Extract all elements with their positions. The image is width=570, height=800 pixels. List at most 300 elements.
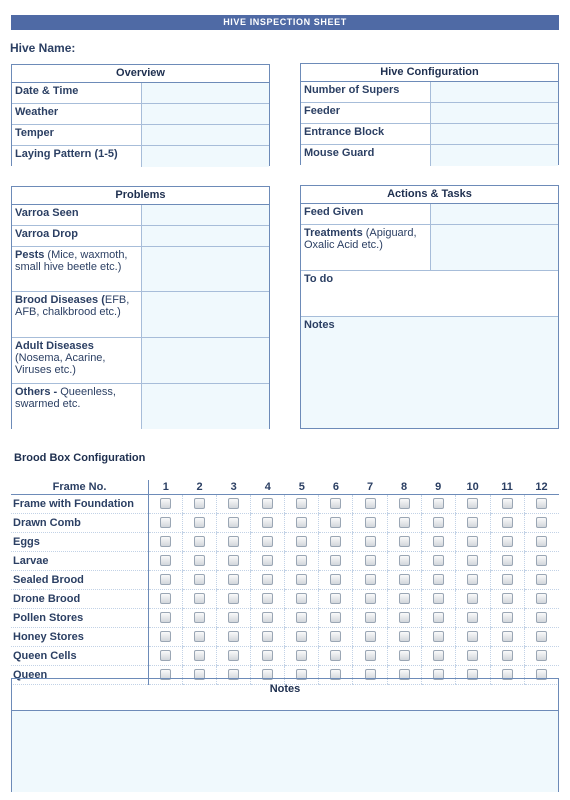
- frame-cell: [149, 590, 183, 609]
- frame-checkbox[interactable]: [262, 593, 273, 604]
- frame-checkbox[interactable]: [433, 650, 444, 661]
- overview-row: [12, 146, 269, 167]
- brood-row: [11, 514, 559, 533]
- problem-row: [12, 292, 269, 338]
- frame-no-header: Frame No.: [11, 480, 149, 495]
- action-notes-label: Notes: [304, 319, 335, 331]
- config-value-field[interactable]: [430, 82, 558, 102]
- frame-cell: [183, 609, 217, 628]
- brood-row-label: Frame with Foundation: [11, 495, 149, 514]
- brood-row: [11, 590, 559, 609]
- frame-cell: [490, 628, 524, 647]
- problems-title: Problems: [12, 187, 269, 205]
- frame-cell: [149, 533, 183, 552]
- config-row: [301, 124, 558, 145]
- brood-row-label: Pollen Stores: [11, 609, 149, 628]
- overview-label: Date & Time: [15, 85, 79, 97]
- frame-cell: [217, 590, 251, 609]
- brood-row-label: Sealed Brood: [11, 571, 149, 590]
- frame-cell: [251, 552, 285, 571]
- problem-row: [12, 226, 269, 247]
- problem-value-field[interactable]: [141, 384, 269, 429]
- frame-checkbox[interactable]: [194, 536, 205, 547]
- frame-cell: [183, 514, 217, 533]
- config-label: Entrance Block: [304, 126, 385, 138]
- frame-checkbox[interactable]: [160, 650, 171, 661]
- problem-label: Adult Diseases: [15, 340, 94, 352]
- config-value-field[interactable]: [430, 145, 558, 166]
- frame-cell: [353, 514, 387, 533]
- frame-cell: [490, 533, 524, 552]
- frame-checkbox[interactable]: [228, 555, 239, 566]
- problem-note: EFB, AFB, chalkbrood etc.): [15, 294, 130, 318]
- frame-checkbox[interactable]: [194, 517, 205, 528]
- overview-row: [12, 104, 269, 125]
- frame-checkbox[interactable]: [502, 574, 513, 585]
- frame-cell: [421, 552, 455, 571]
- frame-checkbox[interactable]: [228, 517, 239, 528]
- frame-number-header: 8: [387, 480, 421, 495]
- frame-checkbox[interactable]: [399, 555, 410, 566]
- problem-row: [12, 247, 269, 292]
- frame-checkbox[interactable]: [160, 574, 171, 585]
- frame-checkbox[interactable]: [502, 517, 513, 528]
- frame-checkbox[interactable]: [502, 593, 513, 604]
- problem-label: Varroa Drop: [15, 228, 78, 240]
- frame-cell: [353, 571, 387, 590]
- frame-checkbox[interactable]: [433, 498, 444, 509]
- frame-checkbox[interactable]: [467, 536, 478, 547]
- problem-label: Brood Diseases (: [15, 294, 105, 306]
- treatments-label: Treatments: [304, 227, 363, 239]
- frame-cell: [524, 495, 559, 514]
- brood-box-table: [11, 480, 559, 685]
- frame-cell: [353, 495, 387, 514]
- frame-checkbox[interactable]: [296, 517, 307, 528]
- overview-panel: [11, 64, 270, 166]
- frame-cell: [421, 495, 455, 514]
- todo-field[interactable]: [301, 271, 558, 316]
- frame-checkbox[interactable]: [467, 631, 478, 642]
- problem-note: Queenless, swarmed etc.: [15, 386, 116, 410]
- frame-cell: [455, 533, 490, 552]
- problem-value-field[interactable]: [141, 338, 269, 383]
- frame-checkbox[interactable]: [536, 536, 547, 547]
- frame-header-row: [11, 480, 559, 495]
- frame-checkbox[interactable]: [433, 536, 444, 547]
- frame-cell: [251, 609, 285, 628]
- frame-cell: [421, 571, 455, 590]
- frame-number-header: 2: [183, 480, 217, 495]
- frame-cell: [387, 628, 421, 647]
- overview-value-field[interactable]: [141, 83, 269, 103]
- frame-checkbox[interactable]: [433, 612, 444, 623]
- frame-cell: [387, 571, 421, 590]
- frame-checkbox[interactable]: [399, 593, 410, 604]
- feed-label: Feed Given: [304, 206, 364, 218]
- frame-checkbox[interactable]: [502, 612, 513, 623]
- frame-checkbox[interactable]: [296, 631, 307, 642]
- frame-checkbox[interactable]: [502, 555, 513, 566]
- frame-checkbox[interactable]: [467, 517, 478, 528]
- frame-cell: [319, 647, 353, 666]
- frame-cell: [387, 609, 421, 628]
- frame-checkbox[interactable]: [228, 536, 239, 547]
- frame-cell: [217, 533, 251, 552]
- frame-cell: [421, 647, 455, 666]
- problem-value-field[interactable]: [141, 292, 269, 337]
- overview-label: Weather: [15, 106, 59, 118]
- frame-checkbox[interactable]: [228, 498, 239, 509]
- frame-checkbox[interactable]: [502, 498, 513, 509]
- frame-checkbox[interactable]: [433, 555, 444, 566]
- frame-cell: [353, 647, 387, 666]
- problem-row: [12, 205, 269, 226]
- frame-checkbox[interactable]: [160, 536, 171, 547]
- frame-checkbox[interactable]: [365, 612, 376, 623]
- frame-checkbox[interactable]: [194, 650, 205, 661]
- problem-row: [12, 384, 269, 429]
- frame-checkbox[interactable]: [262, 612, 273, 623]
- frame-checkbox[interactable]: [536, 612, 547, 623]
- todo-label: To do: [304, 273, 334, 285]
- notes-panel: [11, 678, 559, 792]
- frame-cell: [524, 628, 559, 647]
- frame-checkbox[interactable]: [262, 498, 273, 509]
- brood-row: [11, 552, 559, 571]
- frame-checkbox[interactable]: [467, 555, 478, 566]
- overview-value-field[interactable]: [141, 146, 269, 167]
- sheet-title-bar: HIVE INSPECTION SHEET: [11, 15, 559, 30]
- frame-checkbox[interactable]: [502, 536, 513, 547]
- problem-note: (Mice, waxmoth, small hive beetle etc.): [15, 249, 128, 273]
- frame-checkbox[interactable]: [536, 593, 547, 604]
- frame-cell: [387, 552, 421, 571]
- frame-cell: [319, 590, 353, 609]
- frame-checkbox[interactable]: [467, 574, 478, 585]
- frame-number-header: 5: [285, 480, 319, 495]
- config-value-field[interactable]: [430, 124, 558, 144]
- brood-row-label: Queen: [11, 666, 149, 685]
- frame-checkbox[interactable]: [467, 612, 478, 623]
- hive-name-label: Hive Name:: [10, 41, 76, 55]
- frame-cell: [421, 628, 455, 647]
- frame-checkbox[interactable]: [194, 555, 205, 566]
- frame-checkbox[interactable]: [262, 536, 273, 547]
- frame-checkbox[interactable]: [160, 631, 171, 642]
- frame-cell: [251, 533, 285, 552]
- frame-cell: [251, 571, 285, 590]
- notes-field[interactable]: [12, 711, 558, 792]
- frame-cell: [490, 495, 524, 514]
- frame-cell: [421, 590, 455, 609]
- frame-checkbox[interactable]: [228, 593, 239, 604]
- frame-checkbox[interactable]: [296, 555, 307, 566]
- frame-checkbox[interactable]: [433, 574, 444, 585]
- frame-checkbox[interactable]: [536, 517, 547, 528]
- frame-number-header: 11: [490, 480, 524, 495]
- frame-cell: [490, 552, 524, 571]
- frame-checkbox[interactable]: [365, 593, 376, 604]
- frame-cell: [319, 571, 353, 590]
- frame-checkbox[interactable]: [502, 650, 513, 661]
- frame-cell: [455, 514, 490, 533]
- frame-checkbox[interactable]: [262, 555, 273, 566]
- frame-checkbox[interactable]: [228, 574, 239, 585]
- frame-checkbox[interactable]: [467, 593, 478, 604]
- frame-cell: [353, 533, 387, 552]
- frame-cell: [217, 514, 251, 533]
- frame-checkbox[interactable]: [536, 650, 547, 661]
- problem-value-field[interactable]: [141, 226, 269, 246]
- frame-checkbox[interactable]: [330, 536, 341, 547]
- frame-checkbox[interactable]: [330, 612, 341, 623]
- brood-row-label: Drone Brood: [11, 590, 149, 609]
- frame-checkbox[interactable]: [228, 612, 239, 623]
- frame-checkbox[interactable]: [433, 631, 444, 642]
- frame-checkbox[interactable]: [330, 517, 341, 528]
- frame-cell: [455, 590, 490, 609]
- todo-row: [301, 271, 558, 317]
- frame-cell: [149, 571, 183, 590]
- problem-label: Varroa Seen: [15, 207, 79, 219]
- frame-checkbox[interactable]: [399, 631, 410, 642]
- frame-checkbox[interactable]: [262, 631, 273, 642]
- frame-cell: [353, 609, 387, 628]
- frame-checkbox[interactable]: [365, 650, 376, 661]
- frame-cell: [387, 533, 421, 552]
- frame-checkbox[interactable]: [296, 536, 307, 547]
- problem-row: [12, 338, 269, 384]
- frame-checkbox[interactable]: [330, 574, 341, 585]
- frame-checkbox[interactable]: [433, 517, 444, 528]
- frame-cell: [183, 552, 217, 571]
- frame-cell: [149, 514, 183, 533]
- frame-checkbox[interactable]: [296, 593, 307, 604]
- frame-checkbox[interactable]: [194, 574, 205, 585]
- frame-checkbox[interactable]: [228, 650, 239, 661]
- config-value-field[interactable]: [430, 103, 558, 123]
- frame-cell: [490, 514, 524, 533]
- frame-checkbox[interactable]: [399, 650, 410, 661]
- frame-cell: [524, 514, 559, 533]
- frame-cell: [421, 609, 455, 628]
- problem-value-field[interactable]: [141, 205, 269, 225]
- frame-number-header: 10: [455, 480, 490, 495]
- frame-cell: [524, 647, 559, 666]
- brood-row: [11, 609, 559, 628]
- frame-checkbox[interactable]: [194, 593, 205, 604]
- frame-cell: [183, 628, 217, 647]
- frame-cell: [285, 514, 319, 533]
- brood-row-label: Queen Cells: [11, 647, 149, 666]
- problem-label: Pests: [15, 249, 45, 261]
- config-label: Number of Supers: [304, 84, 400, 96]
- config-row: [301, 103, 558, 124]
- frame-cell: [455, 647, 490, 666]
- frame-checkbox[interactable]: [399, 517, 410, 528]
- frame-cell: [183, 571, 217, 590]
- frame-number-header: 12: [524, 480, 559, 495]
- frame-cell: [149, 609, 183, 628]
- notes-title: Notes: [12, 679, 558, 711]
- feed-value-field[interactable]: [430, 204, 558, 224]
- frame-checkbox[interactable]: [536, 574, 547, 585]
- brood-row-label: Drawn Comb: [11, 514, 149, 533]
- notes-row: [301, 317, 558, 428]
- frame-checkbox[interactable]: [160, 593, 171, 604]
- frame-cell: [455, 495, 490, 514]
- brood-row: [11, 647, 559, 666]
- frame-checkbox[interactable]: [194, 612, 205, 623]
- frame-cell: [285, 533, 319, 552]
- overview-row: [12, 83, 269, 104]
- frame-checkbox[interactable]: [160, 517, 171, 528]
- frame-checkbox[interactable]: [330, 593, 341, 604]
- frame-cell: [421, 514, 455, 533]
- frame-cell: [251, 495, 285, 514]
- frame-checkbox[interactable]: [262, 650, 273, 661]
- frame-checkbox[interactable]: [399, 612, 410, 623]
- frame-checkbox[interactable]: [194, 498, 205, 509]
- feed-row: [301, 204, 558, 225]
- brood-row: [11, 533, 559, 552]
- brood-row-label: Honey Stores: [11, 628, 149, 647]
- frame-cell: [319, 552, 353, 571]
- frame-checkbox[interactable]: [160, 498, 171, 509]
- frame-cell: [524, 552, 559, 571]
- frame-cell: [285, 609, 319, 628]
- frame-checkbox[interactable]: [399, 498, 410, 509]
- frame-checkbox[interactable]: [296, 650, 307, 661]
- frame-checkbox[interactable]: [399, 574, 410, 585]
- frame-number-header: 6: [319, 480, 353, 495]
- hive-config-title: Hive Configuration: [301, 64, 558, 82]
- config-label: Feeder: [304, 105, 341, 117]
- frame-cell: [455, 552, 490, 571]
- actions-title: Actions & Tasks: [301, 186, 558, 204]
- frame-cell: [319, 514, 353, 533]
- frame-cell: [217, 571, 251, 590]
- frame-cell: [353, 552, 387, 571]
- frame-cell: [183, 533, 217, 552]
- action-notes-field[interactable]: [301, 317, 558, 428]
- frame-cell: [217, 609, 251, 628]
- frame-cell: [319, 609, 353, 628]
- frame-checkbox[interactable]: [433, 593, 444, 604]
- frame-checkbox[interactable]: [365, 555, 376, 566]
- brood-row: [11, 571, 559, 590]
- frame-cell: [490, 590, 524, 609]
- frame-checkbox[interactable]: [296, 498, 307, 509]
- frame-checkbox[interactable]: [467, 498, 478, 509]
- frame-checkbox[interactable]: [365, 498, 376, 509]
- overview-value-field[interactable]: [141, 125, 269, 145]
- overview-title: Overview: [12, 65, 269, 83]
- frame-cell: [183, 590, 217, 609]
- frame-cell: [251, 647, 285, 666]
- frame-checkbox[interactable]: [330, 498, 341, 509]
- frame-cell: [285, 647, 319, 666]
- frame-checkbox[interactable]: [502, 631, 513, 642]
- frame-number-header: 3: [217, 480, 251, 495]
- treatments-value-field[interactable]: [430, 225, 558, 270]
- frame-checkbox[interactable]: [365, 631, 376, 642]
- frame-checkbox[interactable]: [536, 555, 547, 566]
- treatments-row: [301, 225, 558, 271]
- config-label: Mouse Guard: [304, 147, 375, 159]
- frame-cell: [217, 552, 251, 571]
- frame-checkbox[interactable]: [160, 612, 171, 623]
- frame-cell: [421, 533, 455, 552]
- frame-checkbox[interactable]: [536, 498, 547, 509]
- frame-cell: [149, 552, 183, 571]
- frame-checkbox[interactable]: [228, 631, 239, 642]
- frame-checkbox[interactable]: [262, 574, 273, 585]
- treatments-note: (Apiguard, Oxalic Acid etc.): [304, 227, 417, 251]
- frame-cell: [251, 514, 285, 533]
- frame-cell: [285, 571, 319, 590]
- frame-number-header: 7: [353, 480, 387, 495]
- frame-cell: [490, 571, 524, 590]
- frame-cell: [524, 533, 559, 552]
- frame-checkbox[interactable]: [330, 555, 341, 566]
- frame-checkbox[interactable]: [536, 631, 547, 642]
- frame-checkbox[interactable]: [330, 631, 341, 642]
- frame-checkbox[interactable]: [399, 536, 410, 547]
- problem-value-field[interactable]: [141, 247, 269, 291]
- frame-checkbox[interactable]: [330, 650, 341, 661]
- brood-row: [11, 628, 559, 647]
- frame-checkbox[interactable]: [296, 612, 307, 623]
- problems-panel: [11, 186, 270, 429]
- frame-checkbox[interactable]: [365, 517, 376, 528]
- hive-config-panel: [300, 63, 559, 165]
- frame-checkbox[interactable]: [296, 574, 307, 585]
- frame-checkbox[interactable]: [262, 517, 273, 528]
- frame-checkbox[interactable]: [365, 536, 376, 547]
- frame-checkbox[interactable]: [194, 631, 205, 642]
- frame-checkbox[interactable]: [365, 574, 376, 585]
- frame-cell: [490, 609, 524, 628]
- frame-checkbox[interactable]: [160, 555, 171, 566]
- frame-number-header: 4: [251, 480, 285, 495]
- frame-cell: [149, 647, 183, 666]
- brood-row-label: Eggs: [11, 533, 149, 552]
- overview-label: Laying Pattern (1-5): [15, 148, 118, 160]
- frame-cell: [387, 514, 421, 533]
- overview-value-field[interactable]: [141, 104, 269, 124]
- frame-cell: [285, 590, 319, 609]
- frame-cell: [353, 590, 387, 609]
- frame-checkbox[interactable]: [467, 650, 478, 661]
- frame-cell: [285, 628, 319, 647]
- brood-row: [11, 495, 559, 514]
- frame-cell: [217, 495, 251, 514]
- frame-cell: [251, 590, 285, 609]
- overview-label: Temper: [15, 127, 54, 139]
- frame-cell: [387, 590, 421, 609]
- frame-cell: [285, 495, 319, 514]
- frame-cell: [524, 571, 559, 590]
- frame-cell: [353, 628, 387, 647]
- config-row: [301, 145, 558, 166]
- frame-cell: [149, 628, 183, 647]
- frame-cell: [524, 609, 559, 628]
- brood-row-label: Larvae: [11, 552, 149, 571]
- brood-box-title: Brood Box Configuration: [14, 452, 146, 464]
- problem-label: Others -: [15, 386, 61, 398]
